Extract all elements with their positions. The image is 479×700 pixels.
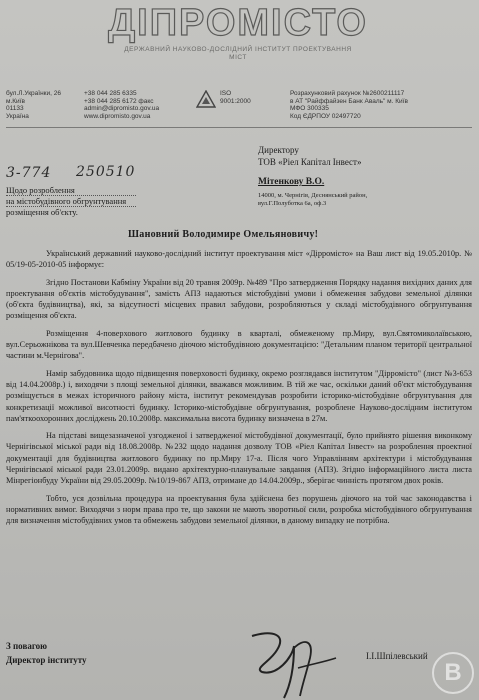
letter-body	[6, 248, 472, 533]
body-paragraph: На підставі вищезазначеної узгодженої і затвердженої містобудівної документації, було прийнято рішення виконкому Чернігівської міської ради від 18.08.2008р. №232 щодо надання дозволу ТОВ «Ріел Капітал Інвест» на розроблення проектної документації для будівництва житлового будинку по пр.Миру 17-а. Після чого Управлінням архітектури і містобудування Чернігівської міської ради 23.01.2009р. видано архітектурно-планувальне завдання (АПЗ). Згідно інформаційного листа листа Мінрегіонбуду України від 29.05.2009р. №10/19-867 АПЗ, отримане до 14.04.2009р., зберігає чинність протягом двох років.	[6, 431, 472, 486]
subject-line: розміщення об'єкту.	[6, 207, 78, 217]
bank-edrpou: Код ЄДРПОУ 02497720	[290, 112, 361, 120]
website-address: www.dipromisto.gov.ua	[84, 112, 151, 120]
recipient-address: 14000, м. Чернігів, Деснянський район,	[258, 192, 368, 199]
company-address	[6, 90, 66, 120]
email-address: admin@dipromisto.gov.ua	[84, 105, 160, 112]
salutation: Шановний Володимире Омельяновичу!	[128, 229, 319, 240]
company-logo: ДІПРОМІСТО	[108, 2, 368, 44]
body-paragraph: Розміщення 4-поверхового житлового будинку в кварталі, обмеженому пр.Миру, вул.Святомиколаївською, вул.Серьожнікова та вул.Шевченка передбачено діючою містобудівною документацією: "Детальним планом території центральної частини м.Чернігова".	[6, 328, 472, 361]
subject-line: Щодо розроблення	[6, 185, 136, 196]
signature-block	[6, 639, 156, 667]
body-paragraph: Намір забудовника щодо підвищення поверховості будинку, окремо розглядався інститутом "Дipромісто" (лист №3-653 від 14.04.2008р.) і, виходячи з площі земельної ділянки, вважався можливим. В тій же час, оскільки даний об'єкт містобудування розміщується в межах історичного району міста, інститут рекомендував розробити історико-містобудівне обгрунтування для конкретизації можливої висотності будинку. Історико-містобудівне обгрунтування, розроблене Науково-дослідним інститутом пам'яткоохоронних досліджень 20.10.2008р. максимальна висота будинку визначена в 27м.	[6, 368, 472, 423]
bank-details	[290, 90, 470, 120]
letterhead-divider	[6, 127, 472, 128]
subject-line: на містобудівного обгрунтування	[6, 196, 136, 207]
recipient-address: вул.Г.Полуботка 6а, оф.3	[258, 200, 327, 207]
company-subtitle: ДЕРЖАВНИЙ НАУКОВО-ДОСЛІДНИЙ ІНСТИТУТ ПРОЕКТУВАННЯ МІСТ	[124, 46, 352, 61]
body-paragraph: Український державний науково-дослідний інститут проектування міст «Дipромісто» на Ваш лист від 19.05.2010р. № 05/19-05-2010-05 інформує:	[6, 249, 472, 270]
bank-name: в АТ "Райффайзен Банк Аваль" м. Київ	[290, 97, 408, 105]
handwritten-signature	[232, 628, 342, 700]
body-paragraph: Тобто, уся дозвільна процедура на проектування була здійснена без порушень діючого на той час законодавства і нормативних вимог. Виходячи з норм права про те, що закони не мають зворотньої сили, розробка містобудівного обгрунтування для визначення містобудівних умов та обмежень забудови земельної ділянки, в даному випадку не потрібна.	[6, 493, 472, 526]
phone-number: +38 044 285 6335	[84, 90, 137, 97]
outgoing-number: 3-774	[6, 165, 52, 181]
address-line: бул.Л.Українки, 26	[6, 90, 61, 97]
letter-subject	[6, 185, 136, 217]
fax-number: +38 044 285 6172 факс	[84, 97, 154, 105]
recipient-company: ТОВ «Ріел Капітал Інвест»	[258, 157, 362, 167]
bank-account: Розрахунковий рахунок №2600211117	[290, 90, 405, 97]
address-line: 01133	[6, 105, 24, 112]
recipient-title: Директору	[258, 145, 299, 155]
address-line: Україна	[6, 112, 29, 120]
recipient-name: Мітенкову В.О.	[258, 177, 325, 187]
watermark-logo: В	[432, 652, 474, 694]
body-paragraph: Згідно Постанови Кабміну України від 20 травня 2009р. №489 "Про затвердження Порядку надання вихідних даних для проектування об'єктів містобудування", замість АПЗ надаються містобудівні умови і обмеження забудови земельної ділянки (об'єкта будівництва), які, за відсутності місцевих правил забудови, розробляються у складі містобудівного обгрунтування розміщення об'єкта.	[6, 277, 472, 321]
address-line: м.Київ	[6, 97, 25, 105]
certification-icon	[196, 90, 216, 108]
signatory-position: Директор інституту	[6, 655, 87, 665]
closing-phrase: З повагою	[6, 641, 48, 651]
signatory-name: І.І.Шпілевський	[366, 651, 428, 661]
outgoing-date: 250510	[76, 164, 136, 180]
bank-mfo: МФО 300335	[290, 105, 329, 112]
company-contacts	[84, 90, 182, 120]
iso-certificate: ISO 9001:2000	[220, 90, 251, 105]
